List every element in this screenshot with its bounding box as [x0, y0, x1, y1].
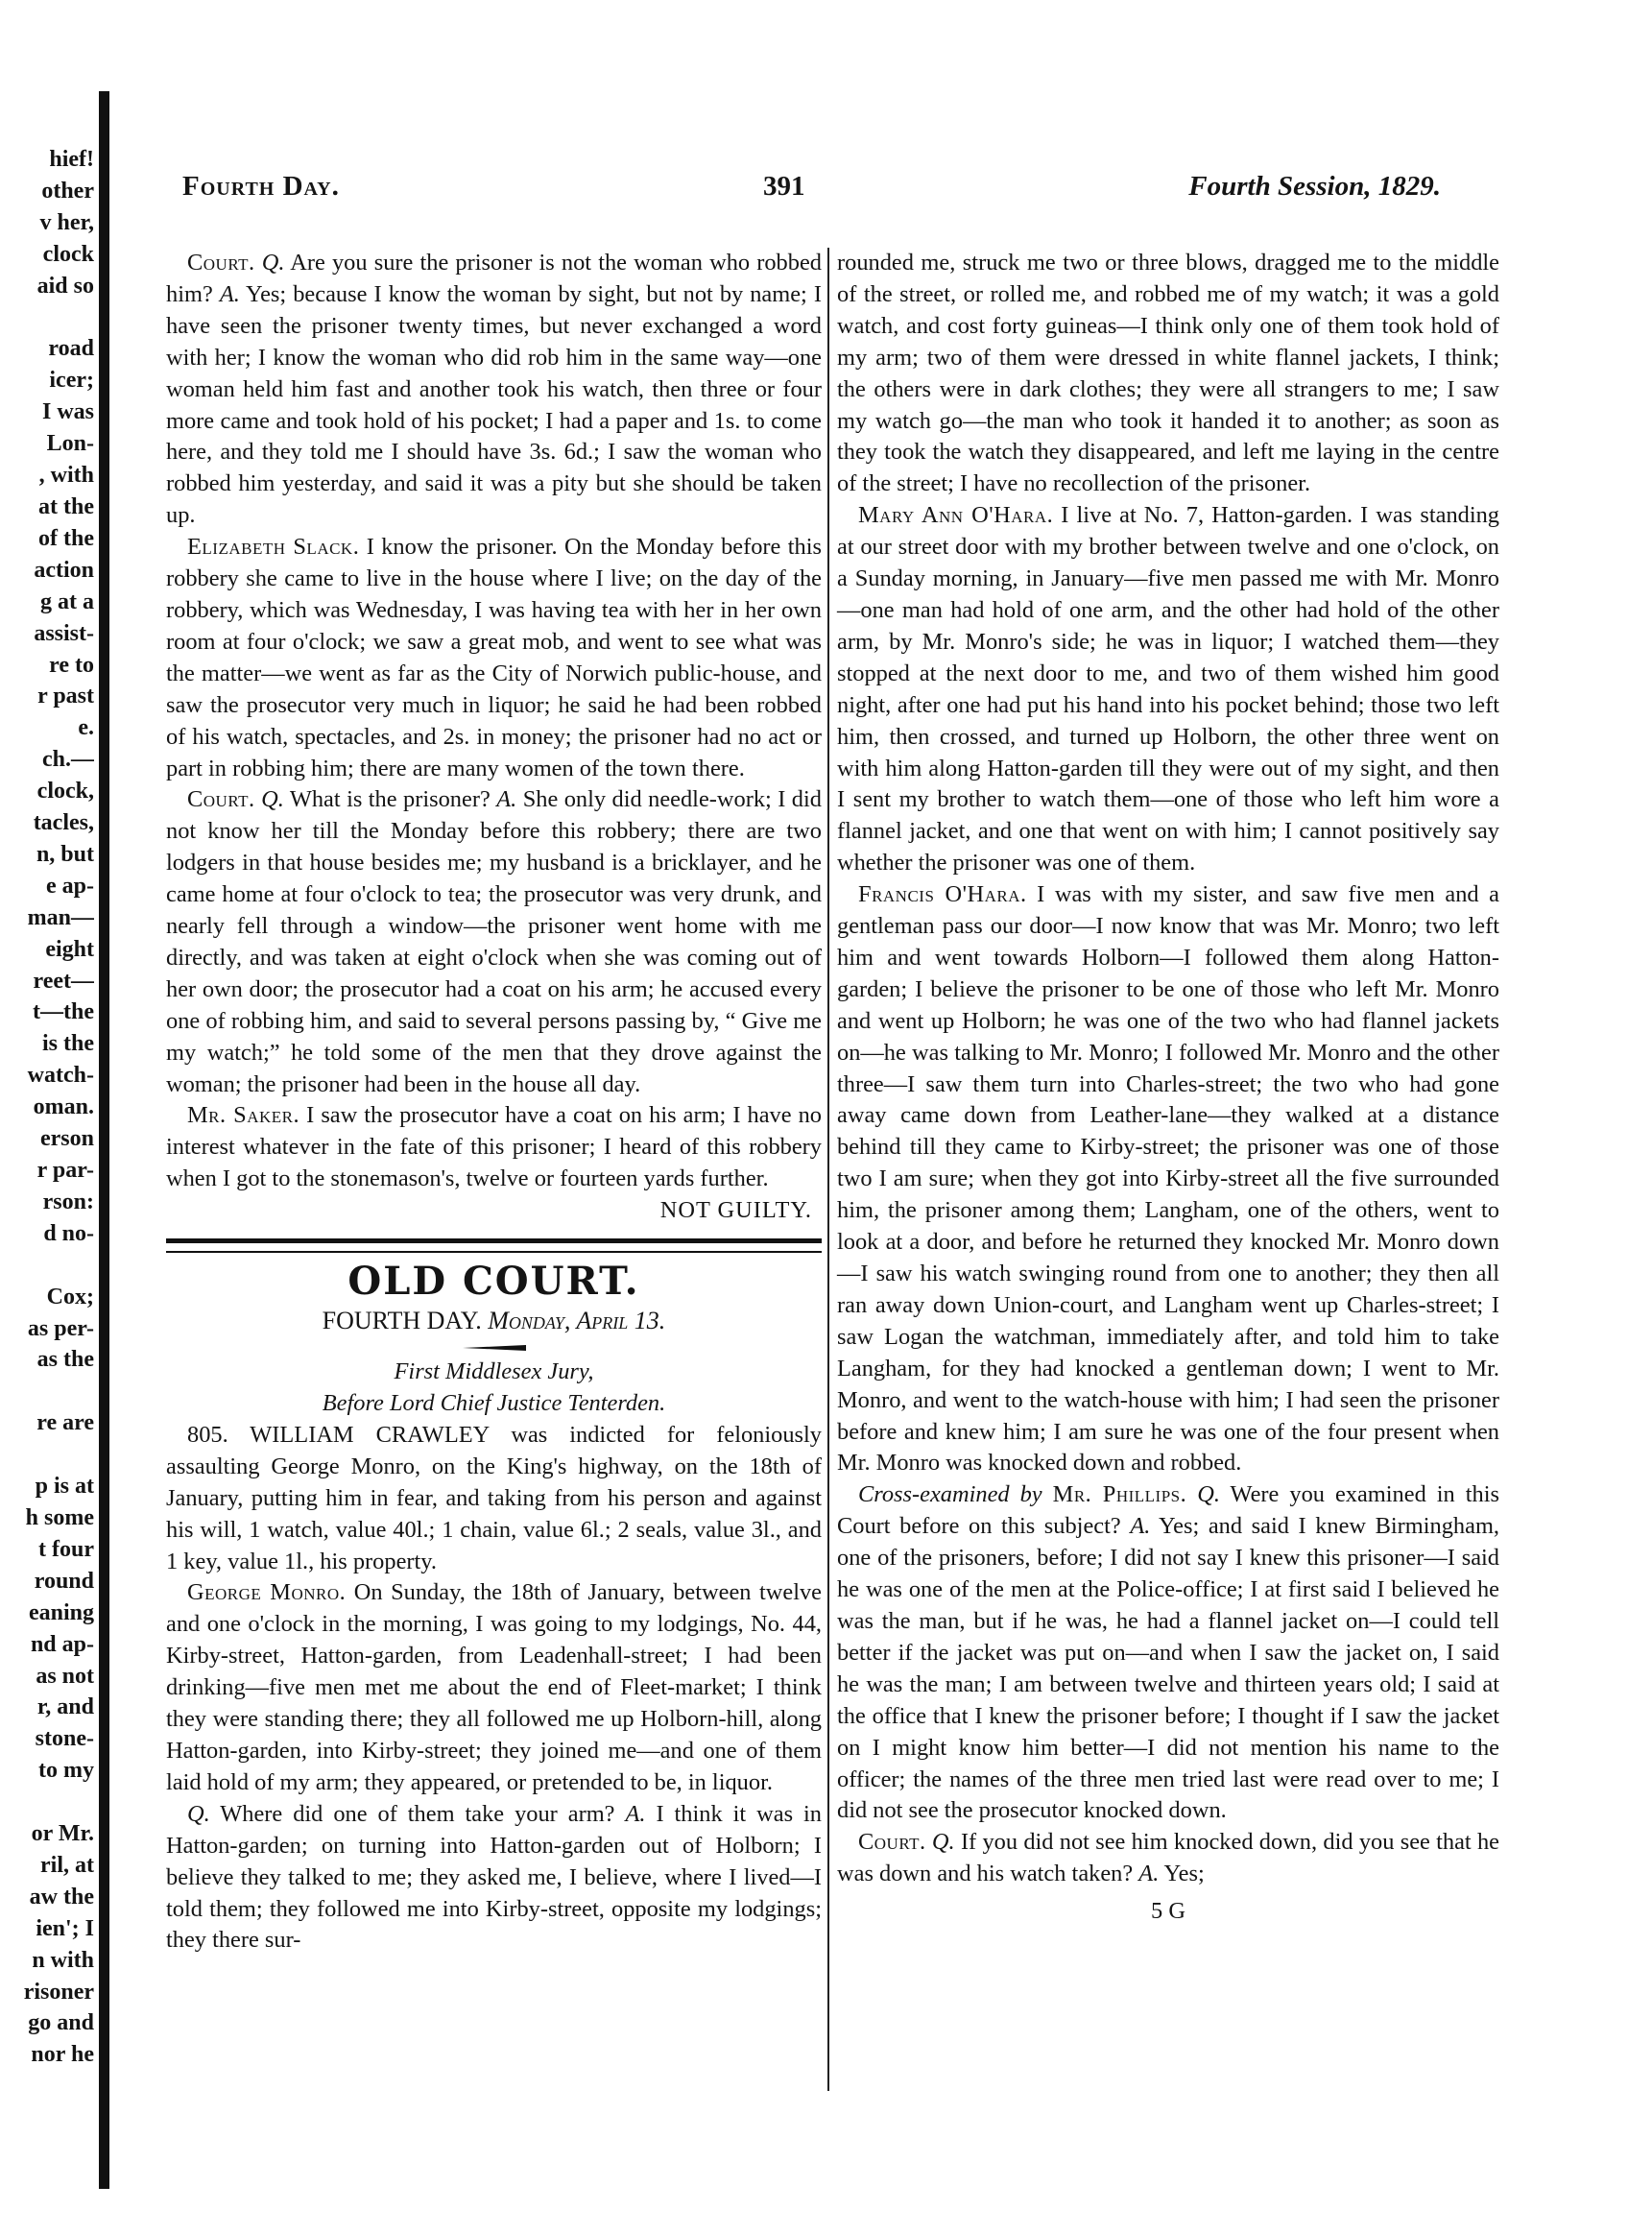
section-rule [166, 1238, 822, 1253]
q-label: Q. [931, 1829, 955, 1856]
bleed-line: clock [42, 241, 94, 267]
cross-lead: Cross-examined by [858, 1481, 1042, 1508]
bleed-line: t—the [33, 999, 94, 1025]
bleed-line: e ap- [46, 873, 94, 899]
question-text: Are you sure the prisoner is not the woman who robbed him? [166, 250, 822, 307]
bleed-line: to my [38, 1758, 94, 1784]
bleed-line [0, 1250, 94, 1282]
bleed-line: or Mr. [31, 1821, 94, 1847]
bleed-line: p is at [35, 1474, 94, 1500]
bleed-line: h some [25, 1504, 94, 1530]
column-divider [827, 248, 829, 2091]
monro-question [166, 1799, 822, 1958]
testimony-text: On Sunday, the 18th of January, between twelve and one o'clock in the morning, I was going to my lodgings, No. 44, Kirby-street, Hatton-garden, from Leadenhall-street; I had been drinking—five men met me about the end of Fleet-market; I think they were standing there; they all followed me up Holborn-hill, along Hatton-garden, into Kirby-street; they joined me—and one of them laid hold of my arm; they appeared, or pretended to be, in liquor. [166, 1579, 823, 1795]
speaker-label: Mr. Saker. [187, 1102, 300, 1129]
francis-ohara-testimony [837, 879, 1499, 1479]
jury-line: First Middlesex Jury, [394, 1358, 594, 1385]
bleed-line [0, 1787, 94, 1818]
bleed-line: reet— [33, 968, 94, 994]
date-label: Monday, April 13. [488, 1307, 666, 1335]
case-number: 805. [187, 1421, 228, 1448]
bleed-line: watch- [27, 1063, 94, 1089]
bleed-line: nd ap- [30, 1631, 94, 1657]
page-number: 391 [763, 171, 805, 202]
bleed-line: man— [27, 904, 94, 930]
bleed-line: g at a [40, 589, 94, 614]
a-label: A. [219, 280, 240, 307]
slack-testimony [166, 532, 822, 784]
bleed-line [0, 1376, 94, 1407]
cross-examination [837, 1479, 1499, 1827]
bleed-line: road [48, 336, 94, 362]
bleed-line: n with [32, 1947, 94, 1973]
bleed-line: re to [49, 652, 94, 678]
bleed-line: e. [78, 715, 94, 741]
q-label: Q. [261, 786, 284, 813]
court-heading: OLD COURT. [347, 1259, 640, 1305]
bleed-line: stone- [35, 1726, 94, 1752]
bleed-line: d no- [43, 1220, 94, 1246]
bleed-line: as per- [27, 1315, 94, 1341]
bleed-line: nor he [31, 2042, 94, 2068]
answer-text: She only did needle-work; I did not know her till the Monday before this robbery; there are two lodgers in that house besides me; my husband is a bricklayer, and he came home at four o'clock to tea; the prosecutor was very drunk, and nearly fell through a window—the prisoner went home with me directly, and was taken at eight o'clock when she was coming out of her own door; the prosecutor had a coat on his arm; he accused every one of robbing him, and said to several persons passing by, “ Give me my watch;” he told some of the men that they drove against the woman; the prisoner had been in the house all day. [166, 786, 822, 1097]
indictment-text: was indicted for feloniously assaulting George Monro, on the King's highway, on the 18th of January, putting him in fear, and taking from his person and against his will, 1 watch, value 40l.; 1 chain, value 6l.; 2 seals, value 3l., and 1 key, value 1l., his property. [166, 1421, 823, 1574]
running-head-day: Fourth Day. [182, 171, 340, 202]
signature-mark: 5 G [1151, 1898, 1185, 1925]
court-question-para-3 [837, 1827, 1499, 1890]
bleed-line: t four [38, 1536, 94, 1562]
running-head [182, 171, 1441, 209]
gutter-rule [99, 91, 109, 2189]
question-text: Were you examined in this Court before on this subject? [837, 1481, 1499, 1540]
running-head-session: Fourth Session, 1829. [1188, 171, 1441, 202]
bleed-line: ch.— [42, 747, 94, 773]
speaker-label: Mary Ann O'Hara. [858, 502, 1054, 529]
answer-text: Yes; [1163, 1861, 1205, 1887]
bleed-line: erson [40, 1126, 94, 1152]
day-heading [166, 1305, 822, 1337]
left-column [166, 248, 822, 1957]
judge-line: Before Lord Chief Justice Tenterden. [322, 1390, 666, 1416]
bleed-line: as the [36, 1347, 94, 1373]
case-indictment [166, 1420, 822, 1578]
bleed-line: r past [37, 684, 94, 709]
bleed-line: clock, [36, 779, 94, 805]
speaker-label: Court. [187, 250, 255, 276]
answer-text: Yes; and said I knew Birmingham, one of the prisoners, before; I did not say I knew this prisoner—I said he was one of the men at the Police-office; I at first said I believed he was the man, but if he was, he had a flannel jacket on—I could tell better if the jacket was put on—and when I saw the jacket on, I said he was the man; I am between twelve and thirteen years old; I said at the office that I knew the prisoner before; I thought if I saw the jacket on I might know him better—I did not mention his name to the officer; the names of the three men tried last were read over to me; I did not see the prosecutor knocked down. [837, 1513, 1500, 1824]
bleed-line: eaning [28, 1599, 94, 1625]
bleed-line: action [34, 557, 94, 583]
testimony-text: I live at No. 7, Hatton-garden. I was standing at our street door with my brother between twelve and one o'clock, on a Sunday morning, in January—five men passed me with Mr. Monro—one man had hold of one arm, and the other had hold of the other arm, by Mr. Monro's side; he was in liquor; I watched them—they stopped at the next door to me, and two of them wished him good night, after one had put his hand into his pocket behind; those two left him, then crossed, and turned up Holborn, the other three went on with him along Hatton-garden till they were out of my sight, and then I sent my brother to watch them—one of those who left him wore a flannel jacket, and one that went on with him; I cannot positively say whether the prisoner was one of them. [837, 502, 1499, 877]
question-text: What is the prisoner? [289, 786, 491, 813]
bleed-line: assist- [34, 620, 94, 646]
question-text: Where did one of them take your arm? [220, 1800, 615, 1827]
bleed-line: n, but [36, 841, 94, 867]
speaker-label: Francis O'Hara. [858, 881, 1027, 908]
bleed-line: as not [36, 1663, 94, 1689]
examiner-name: Mr. Phillips. [1052, 1481, 1187, 1508]
right-column [837, 248, 1499, 1928]
speaker-label: Elizabeth Slack. [187, 534, 360, 561]
a-label: A. [1138, 1861, 1160, 1887]
testimony-text: I was with my sister, and saw five men and a gentleman pass our door—I now know that was Mr. Monro; two left him and went towards Holborn—I followed them along Hatton-garden; I believe the prisoner to be one of those who left Mr. Monro and went up Holborn; he was one of the two who had flannel jackets on—he was talking to Mr. Monro; I followed Mr. Monro and the other three—I saw them turn into Charles-street; the two who had gone away came down from Leather-lane—they walked at a distance behind till they came to Kirby-street; the prisoner was one of those two I am sure; when they got into Kirby-street all the five surrounded him, the prisoner among them; Langham, one of the others, went to look at a door, and before he returned they knocked Mr. Monro down—I saw his watch swinging round from one to another; they then all ran away down Union-court, and Langham went up Charles-street; I saw Logan the watchman, immediately after, and told him to take Langham, for they had knocked a gentleman down; I went to Mr. Monro, and went to the watch-house with him; I had seen the prisoner before and knew him; I am sure he was one of the four present when Mr. Monro was knocked down and robbed. [837, 881, 1499, 1477]
bleed-line: Cox; [46, 1284, 94, 1309]
monro-continued: rounded me, struck me two or three blows, dragged me to the middle of the street, or rolled me, and robbed me of my watch; it was a gold watch, and cost forty guineas—I think only one of them took hold of my arm; two of them were dressed in white flannel jackets, I think; the others were in dark clothes; they were all strangers to me; I saw my watch go—the man who took it handed it to another; as soon as they took the watch they disappeared, and left me laying in the centre of the street; I have no recollection of the prisoner. [837, 250, 1499, 497]
testimony-text: I know the prisoner. On the Monday before this robbery she came to live in the house where I live; on the day of the robbery, which was Wednesday, I was having tea with her in her own room at four o'clock; we saw a great mob, and went to see what was the matter—we went as far as the City of Norwich public-house, and saw the prosecutor very much in liquor; he said he had been robbed of his watch, spectacles, and 2s. in money; the prisoner had no act or part in robbing him; there are many women of the town there. [166, 534, 822, 781]
mary-ohara-testimony [837, 500, 1499, 879]
a-label: A. [625, 1800, 646, 1827]
answer-text: I think it was in Hatton-garden; on turning into Hatton-garden out of Holborn; I believe they talked to me; they asked me, I believe, where I lived—I told them; they followed me into Kirby-street, opposite my lodgings; they there sur- [166, 1800, 822, 1954]
question-text: If you did not see him knocked down, did you see that he was down and his watch taken? [837, 1829, 1500, 1887]
bleed-line: Lon- [46, 431, 94, 457]
speaker-label: George Monro. [187, 1579, 347, 1606]
bleed-line: aw the [29, 1884, 94, 1910]
saker-testimony [166, 1100, 822, 1195]
bleed-line: I was [41, 399, 94, 425]
q-label: Q. [1197, 1481, 1220, 1508]
defendant-name: WILLIAM CRAWLEY [250, 1421, 490, 1448]
bleed-line: ril, at [40, 1852, 94, 1878]
bleed-line: icer; [49, 368, 94, 394]
bleed-line: other [41, 178, 94, 204]
q-label: Q. [261, 250, 285, 276]
speaker-label: Court. [858, 1829, 926, 1856]
bleed-line: r, and [36, 1694, 94, 1720]
bleed-line: round [34, 1568, 94, 1594]
bleed-line: , with [38, 463, 94, 489]
day-label: FOURTH DAY. [322, 1307, 482, 1335]
bleed-line: ien'; I [36, 1915, 94, 1941]
bleed-line [0, 1439, 94, 1471]
bleed-line: oman. [33, 1094, 94, 1120]
answer-text: Yes; because I know the woman by sight, but not by name; I have seen the prisoner twenty times, but never exchanged a word with her; I know the woman who did rob him in the same way—one woman held him fast and another took his watch, then three or four more came and took hold of his pocket; I had a paper and 1s. to come here, and they told me I should have 3s. 6d.; I saw the woman who robbed him yesterday, and said it was a pity but she should be taken up. [166, 280, 822, 529]
ornament-icon [461, 1341, 528, 1355]
bleed-line: eight [45, 936, 94, 962]
speaker-label: Court. [187, 786, 255, 813]
bleed-line: is the [42, 1031, 94, 1057]
bleed-line: rson: [42, 1189, 94, 1214]
bleed-line: tacles, [33, 810, 94, 836]
bleed-line [0, 302, 94, 334]
bleed-line: v her, [39, 209, 94, 235]
bleed-line: of the [38, 525, 94, 551]
court-question-para [166, 248, 822, 532]
bleed-line: re are [36, 1410, 94, 1436]
bleed-line: hief! [49, 147, 94, 172]
verdict: NOT GUILTY. [659, 1197, 812, 1224]
testimony-text: I saw the prosecutor have a coat on his arm; I have no interest whatever in the fate of this prisoner; I heard of this robbery when I got to the stonemason's, twelve or fourteen yards further. [166, 1102, 822, 1192]
monro-testimony [166, 1577, 822, 1798]
a-label: A. [1130, 1513, 1151, 1540]
bleed-line: r par- [36, 1158, 94, 1183]
bleed-line: go and [28, 2010, 94, 2036]
bleed-line: risoner [23, 1979, 94, 2005]
court-question-para-2 [166, 784, 822, 1100]
bleed-line: at the [38, 493, 94, 519]
a-label: A. [496, 786, 517, 813]
facing-page-bleed [0, 144, 94, 2071]
bleed-line: aid so [36, 273, 94, 299]
q-label: Q. [187, 1800, 210, 1827]
